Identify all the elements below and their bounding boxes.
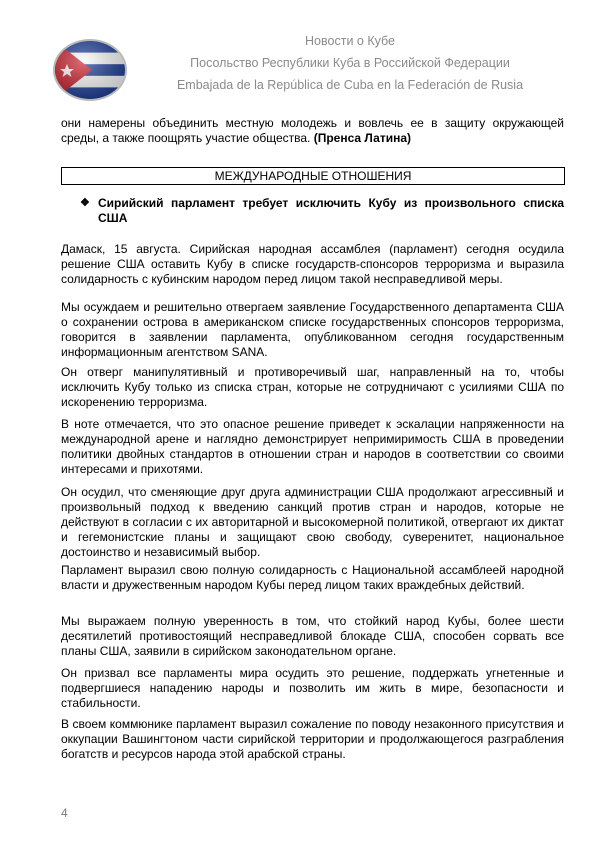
article-paragraph: Дамаск, 15 августа. Сирийская народная ассамблея (парламент) сегодня осудила решение США оставить Кубу в списке государств-спонсоров терроризма и выразила солидарность с кубинским народом перед лицом такой несправедливой меры. — [61, 242, 564, 286]
article-paragraph: Парламент выразил свою полную солидарность с Национальной ассамблеей народной власти и дружественным народом Кубы перед лицом таких враждебных действий. — [61, 563, 564, 592]
page-number: 4 — [61, 806, 68, 820]
header-embassy-ru: Посольство Республики Куба в Российской Федерации — [190, 56, 510, 70]
article-paragraph: Он отверг манипулятивный и противоречивый шаг, направленный на то, чтобы исключить Кубу только из списка стран, которые не сотрудничают с усилиями США по искоренению терроризма. — [61, 365, 564, 409]
intro-source: (Пренса Латина) — [313, 131, 411, 145]
cuba-flag-logo — [52, 38, 128, 102]
article-paragraph: Он осудил, что сменяющие друг друга администрации США продолжают агрессивный и произвольный подход к введению санкций против стран и народов, которые не действуют в согласии с их авторитарной и высокомерной политикой, отвергают их диктат и гегемонистские планы и защищают свою свободу, суверенитет, национальное достоинство и независимый выбор. — [61, 485, 564, 559]
header-title: Новости о Кубе — [305, 34, 395, 48]
intro-paragraph — [61, 116, 564, 146]
intro-text: они намерены объединить местную молодежь и вовлечь ее в защиту окружающей среды, а также поощрять участие общества. — [61, 116, 564, 145]
article-paragraph: Мы выражаем полную уверенность в том, что стойкий народ Кубы, более шести десятилетий противостоящий несправедливой блокаде США, способен сорвать все планы США, заявили в сирийском законодательном органе. — [61, 614, 564, 658]
article-title: Сирийский парламент требует исключить Кубу из произвольного списка США — [98, 196, 564, 225]
article-paragraph: В своем коммюнике парламент выразил сожаление по поводу незаконного присутствия и оккупации Вашингтоном части сирийской территории и продолжающегося разграбления богатств и ресурсов народа этой арабской страны. — [61, 717, 564, 761]
section-title: МЕЖДУНАРОДНЫЕ ОТНОШЕНИЯ — [61, 167, 565, 185]
article-paragraph: Он призвал все парламенты мира осудить это решение, поддержать угнетенные и подвергшиеся нападению народы и позволить им жить в мире, безопасности и стабильности. — [61, 666, 564, 710]
document-header — [0, 0, 608, 110]
header-embassy-es: Embajada de la República de Cuba en la Federación de Rusia — [176, 78, 524, 92]
article-paragraph: В ноте отмечается, что это опасное решение приведет к эскалации напряженности на международной арене и наглядно демонстрирует непримиримость США в проведении политики двойных стандартов в отношении стран и народов в соответствии со своими интересами и прихотями. — [61, 417, 564, 476]
article-paragraph: Мы осуждаем и решительно отвергаем заявление Государственного департамента США о сохранении острова в американском списке государственных спонсоров терроризма, говорится в заявлении парламента, опубликованном сегодня государственным информационным агентством SANA. — [61, 300, 564, 359]
diamond-bullet-icon: ❖ — [80, 197, 90, 209]
